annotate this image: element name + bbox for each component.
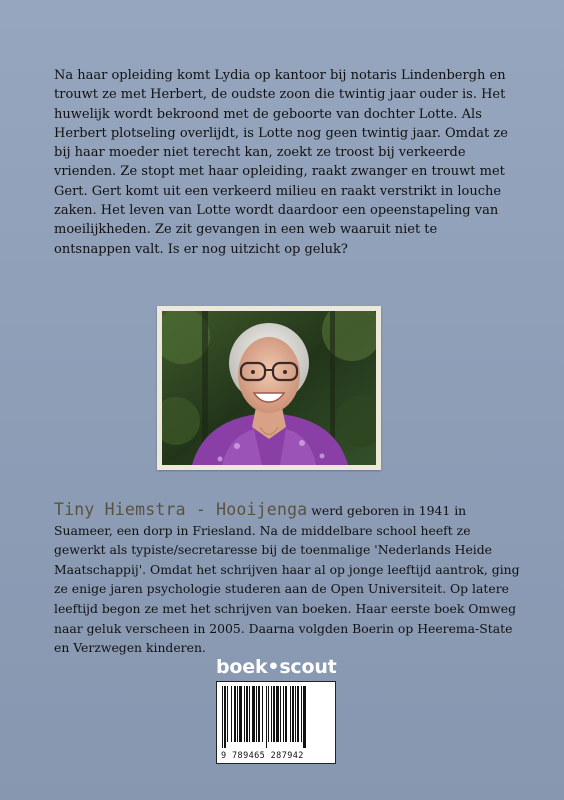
barcode-bar (246, 686, 248, 742)
barcode-bar (234, 686, 236, 742)
barcode-bar (283, 686, 284, 742)
author-photo-frame (157, 306, 381, 470)
barcode-bar (222, 686, 223, 748)
barcode-bar (266, 686, 267, 748)
barcode-bar (273, 686, 275, 742)
author-bio (54, 500, 520, 658)
barcode-bars (222, 686, 330, 748)
barcode-bar (262, 686, 263, 742)
barcode-bar (276, 686, 279, 742)
publisher-logo: boek•scout (216, 656, 337, 678)
barcode-bar (295, 686, 296, 742)
barcode-bar (268, 686, 269, 742)
author-photo (162, 311, 376, 465)
barcode-bar (292, 686, 294, 742)
author-bio-text: werd geboren in 1941 in Suameer, een dorp in Friesland. Na de middelbare school heeft ze gewerkt als typiste/secretaresse bij de toenmalige 'Nederlands Heide Maatschappij'. Omdat het schrijven haar al op jonge leeftijd aantrok, ging ze enige jaren psychologie studeren aan de Open Universiteit. Op latere leeftijd begon ze met het schrijven van boeken. Haar eerste boek Omweg naar geluk verscheen in 2005. Daarna volgden Boerin op Heerema-State en Verzwegen kinderen. (54, 503, 520, 656)
barcode-bar (256, 686, 257, 742)
barcode-bar (249, 686, 250, 742)
barcode-bar (271, 686, 272, 742)
barcode-bar (285, 686, 287, 742)
barcode-bar (301, 686, 302, 742)
barcode-bar (237, 686, 238, 742)
barcode-bar (280, 686, 281, 742)
isbn-digits: 9 789465 287942 (221, 751, 304, 761)
barcode-bar (303, 686, 306, 748)
author-name: Tiny Hiemstra - Hooijenga (54, 500, 308, 519)
barcode-bar (252, 686, 255, 742)
barcode-bar (297, 686, 299, 742)
barcode-bar (231, 686, 232, 742)
barcode-bar (224, 686, 226, 748)
synopsis-text: Na haar opleiding komt Lydia op kantoor bij notaris Lindenbergh en trouwt ze met Herbert, de oudste zoon die twintig jaar ouder is. Het huwelijk wordt bekroond met de geboorte van dochter Lotte. Als Herbert plotseling overlijdt, is Lotte nog geen twintig jaar. Omdat ze bij haar moeder niet terecht kan, zoekt ze troost bij verkeerde vrienden. Ze stopt met haar opleiding, raakt zwanger en trouwt met Gert. Gert komt uit een verkeerd milieu en raakt verstrikt in louche zaken. Het leven van Lotte wordt daardoor een opeenstapeling van moeilijkheden. Ze zit gevangen in een web waaruit niet te ontsnappen valt. Is er nog uitzicht op geluk? (54, 68, 508, 257)
barcode-bar (244, 686, 245, 742)
isbn-barcode (216, 681, 336, 764)
barcode-bar (258, 686, 260, 742)
author-portrait-image (162, 311, 376, 465)
barcode-bar (239, 686, 242, 742)
barcode-bar (290, 686, 291, 742)
barcode-bar (227, 686, 228, 742)
